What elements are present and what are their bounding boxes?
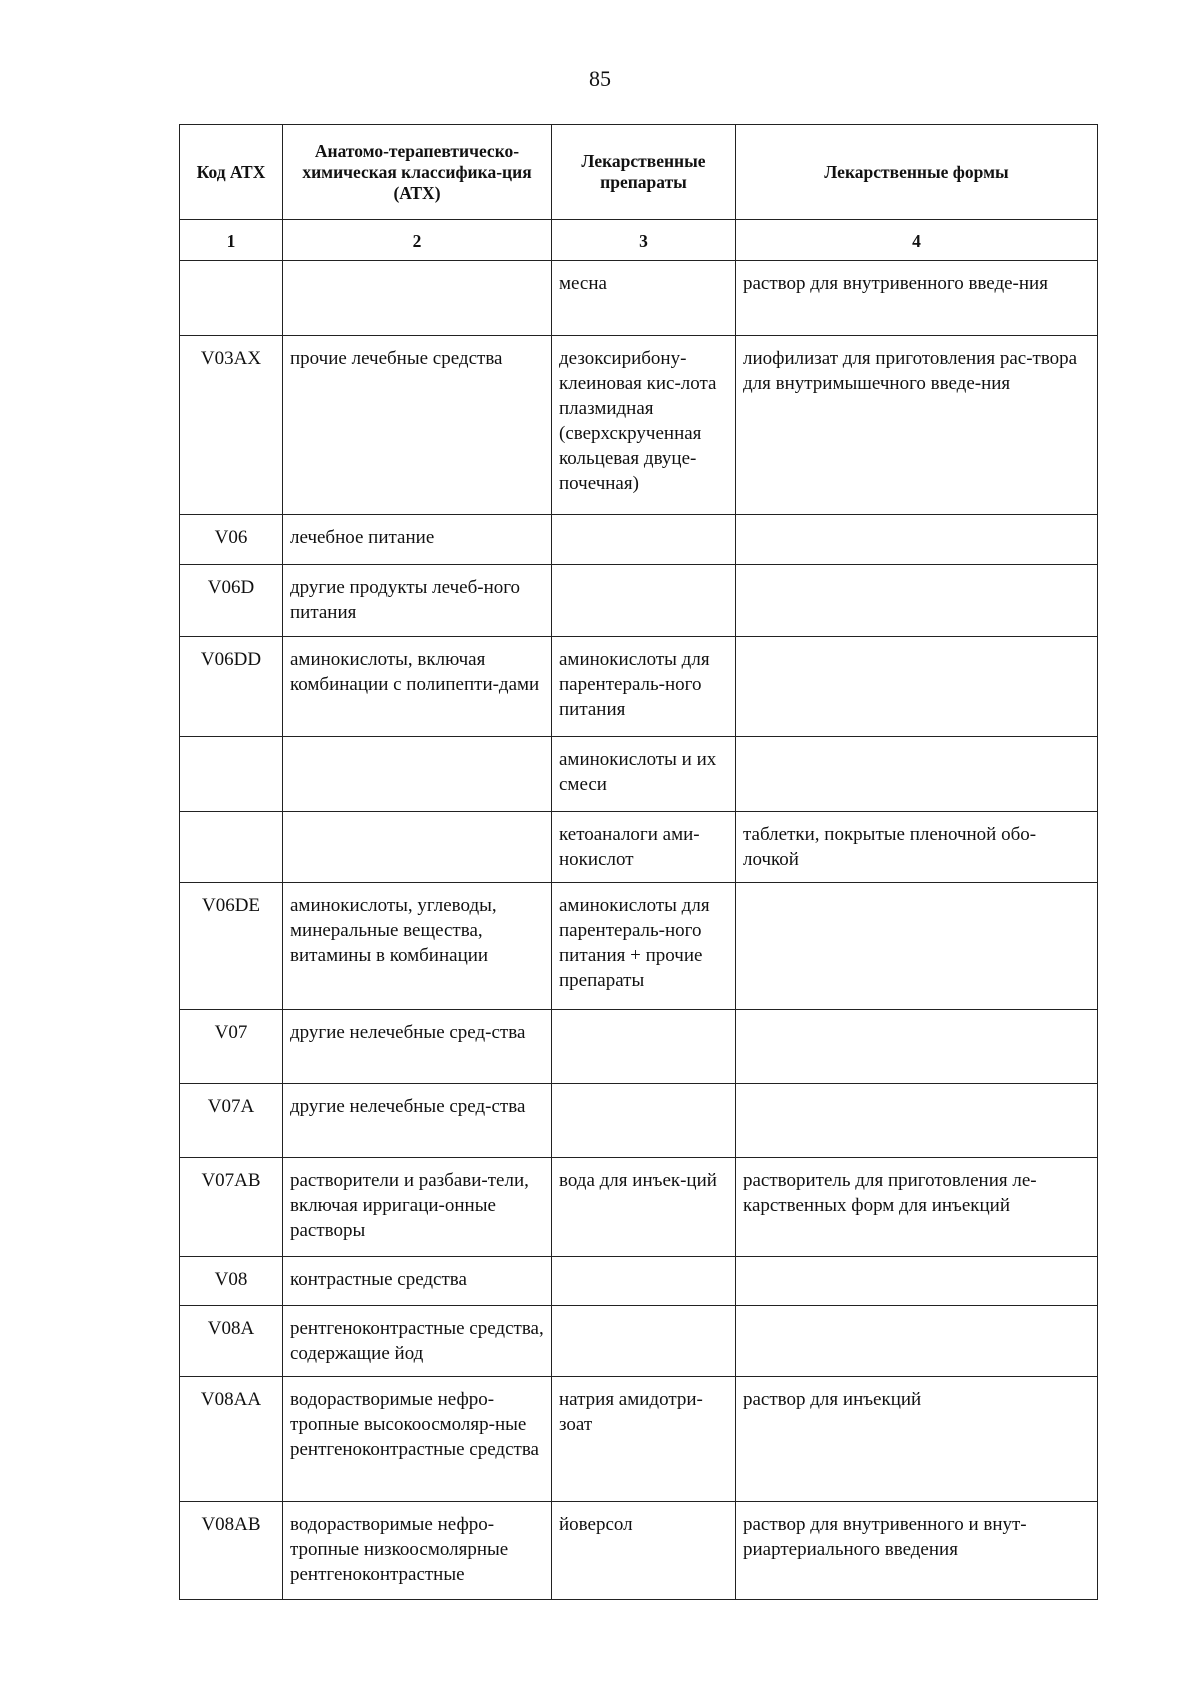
cell-drug: месна xyxy=(552,261,736,336)
table-row xyxy=(180,565,1098,637)
cell-atx-classification: прочие лечебные средства xyxy=(283,336,552,515)
cell-dosage-form: раствор для инъекций xyxy=(736,1377,1098,1502)
cell-atx-code: V06DD xyxy=(180,637,283,737)
cell-atx-code: V06 xyxy=(180,515,283,565)
cell-atx-code: V07 xyxy=(180,1010,283,1084)
cell-atx-classification xyxy=(283,812,552,883)
cell-atx-code: V06D xyxy=(180,565,283,637)
cell-drug: аминокислоты и их смеси xyxy=(552,737,736,812)
cell-atx-code: V07A xyxy=(180,1084,283,1158)
cell-atx-code xyxy=(180,812,283,883)
cell-atx-classification xyxy=(283,261,552,336)
table-row xyxy=(180,261,1098,336)
cell-atx-code: V07AB xyxy=(180,1158,283,1257)
table-row xyxy=(180,1257,1098,1306)
header-drugs: Лекарственные препараты xyxy=(552,125,736,220)
cell-atx-classification xyxy=(283,737,552,812)
cell-dosage-form xyxy=(736,637,1098,737)
cell-drug: кетоаналоги ами-нокислот xyxy=(552,812,736,883)
header-dosage-forms: Лекарственные формы xyxy=(736,125,1098,220)
cell-dosage-form xyxy=(736,565,1098,637)
cell-dosage-form: раствор для внутривенного и внут-риартериального введения xyxy=(736,1502,1098,1600)
cell-dosage-form xyxy=(736,1010,1098,1084)
cell-drug: аминокислоты для парентераль-ного питания + прочие препараты xyxy=(552,883,736,1010)
cell-drug: вода для инъек-ций xyxy=(552,1158,736,1257)
cell-atx-code: V08AA xyxy=(180,1377,283,1502)
table-row xyxy=(180,883,1098,1010)
cell-dosage-form xyxy=(736,1306,1098,1377)
cell-drug xyxy=(552,565,736,637)
cell-drug: йоверсол xyxy=(552,1502,736,1600)
cell-atx-classification: водорастворимые нефро-тропные низкоосмолярные рентгеноконтрастные xyxy=(283,1502,552,1600)
cell-atx-classification: контрастные средства xyxy=(283,1257,552,1306)
table-row xyxy=(180,1306,1098,1377)
cell-atx-classification: аминокислоты, углеводы, минеральные вещества, витамины в комбинации xyxy=(283,883,552,1010)
cell-atx-code: V08AB xyxy=(180,1502,283,1600)
header-atx-code: Код АТХ xyxy=(180,125,283,220)
column-number-row xyxy=(180,220,1098,261)
cell-dosage-form xyxy=(736,883,1098,1010)
header-row xyxy=(180,125,1098,220)
cell-drug xyxy=(552,515,736,565)
table-row xyxy=(180,1502,1098,1600)
table-row xyxy=(180,515,1098,565)
cell-atx-classification: лечебное питание xyxy=(283,515,552,565)
cell-atx-classification: водорастворимые нефро-тропные высокоосмоляр-ные рентгеноконтрастные средства xyxy=(283,1377,552,1502)
column-number: 2 xyxy=(283,220,552,261)
table-body xyxy=(180,261,1098,1600)
cell-drug xyxy=(552,1306,736,1377)
table-row xyxy=(180,1158,1098,1257)
header-atx-classification: Анатомо-терапевтическо-химическая классифика-ция (АТХ) xyxy=(283,125,552,220)
table-row xyxy=(180,1084,1098,1158)
cell-atx-code: V06DE xyxy=(180,883,283,1010)
column-number: 4 xyxy=(736,220,1098,261)
cell-dosage-form xyxy=(736,515,1098,565)
cell-dosage-form: лиофилизат для приготовления рас-твора для внутримышечного введе-ния xyxy=(736,336,1098,515)
cell-drug: натрия амидотри-зоат xyxy=(552,1377,736,1502)
cell-atx-classification: другие нелечебные сред-ства xyxy=(283,1010,552,1084)
cell-atx-classification: рентгеноконтрастные средства, содержащие йод xyxy=(283,1306,552,1377)
cell-drug: дезоксирибону-клеиновая кис-лота плазмидная (сверхскрученная кольцевая двуце-почечная) xyxy=(552,336,736,515)
cell-drug: аминокислоты для парентераль-ного питания xyxy=(552,637,736,737)
cell-atx-code: V08 xyxy=(180,1257,283,1306)
table-row xyxy=(180,637,1098,737)
cell-dosage-form xyxy=(736,1257,1098,1306)
cell-atx-classification: другие продукты лечеб-ного питания xyxy=(283,565,552,637)
cell-drug xyxy=(552,1257,736,1306)
atx-classification-table xyxy=(179,124,1098,1600)
table-header xyxy=(180,125,1098,261)
column-number: 3 xyxy=(552,220,736,261)
cell-atx-classification: аминокислоты, включая комбинации с полипепти-дами xyxy=(283,637,552,737)
cell-drug xyxy=(552,1010,736,1084)
table-row xyxy=(180,1010,1098,1084)
cell-atx-code: V03AX xyxy=(180,336,283,515)
cell-atx-classification: другие нелечебные сред-ства xyxy=(283,1084,552,1158)
table-row xyxy=(180,1377,1098,1502)
cell-drug xyxy=(552,1084,736,1158)
table-row xyxy=(180,336,1098,515)
cell-atx-code xyxy=(180,737,283,812)
cell-dosage-form: таблетки, покрытые пленочной обо-лочкой xyxy=(736,812,1098,883)
cell-atx-code: V08A xyxy=(180,1306,283,1377)
column-number: 1 xyxy=(180,220,283,261)
table-row xyxy=(180,737,1098,812)
cell-dosage-form: растворитель для приготовления ле-карственных форм для инъекций xyxy=(736,1158,1098,1257)
cell-atx-classification: растворители и разбави-тели, включая ирригаци-онные растворы xyxy=(283,1158,552,1257)
cell-dosage-form xyxy=(736,737,1098,812)
table-row xyxy=(180,812,1098,883)
cell-dosage-form xyxy=(736,1084,1098,1158)
cell-dosage-form: раствор для внутривенного введе-ния xyxy=(736,261,1098,336)
page-number: 85 xyxy=(589,66,611,91)
cell-atx-code xyxy=(180,261,283,336)
